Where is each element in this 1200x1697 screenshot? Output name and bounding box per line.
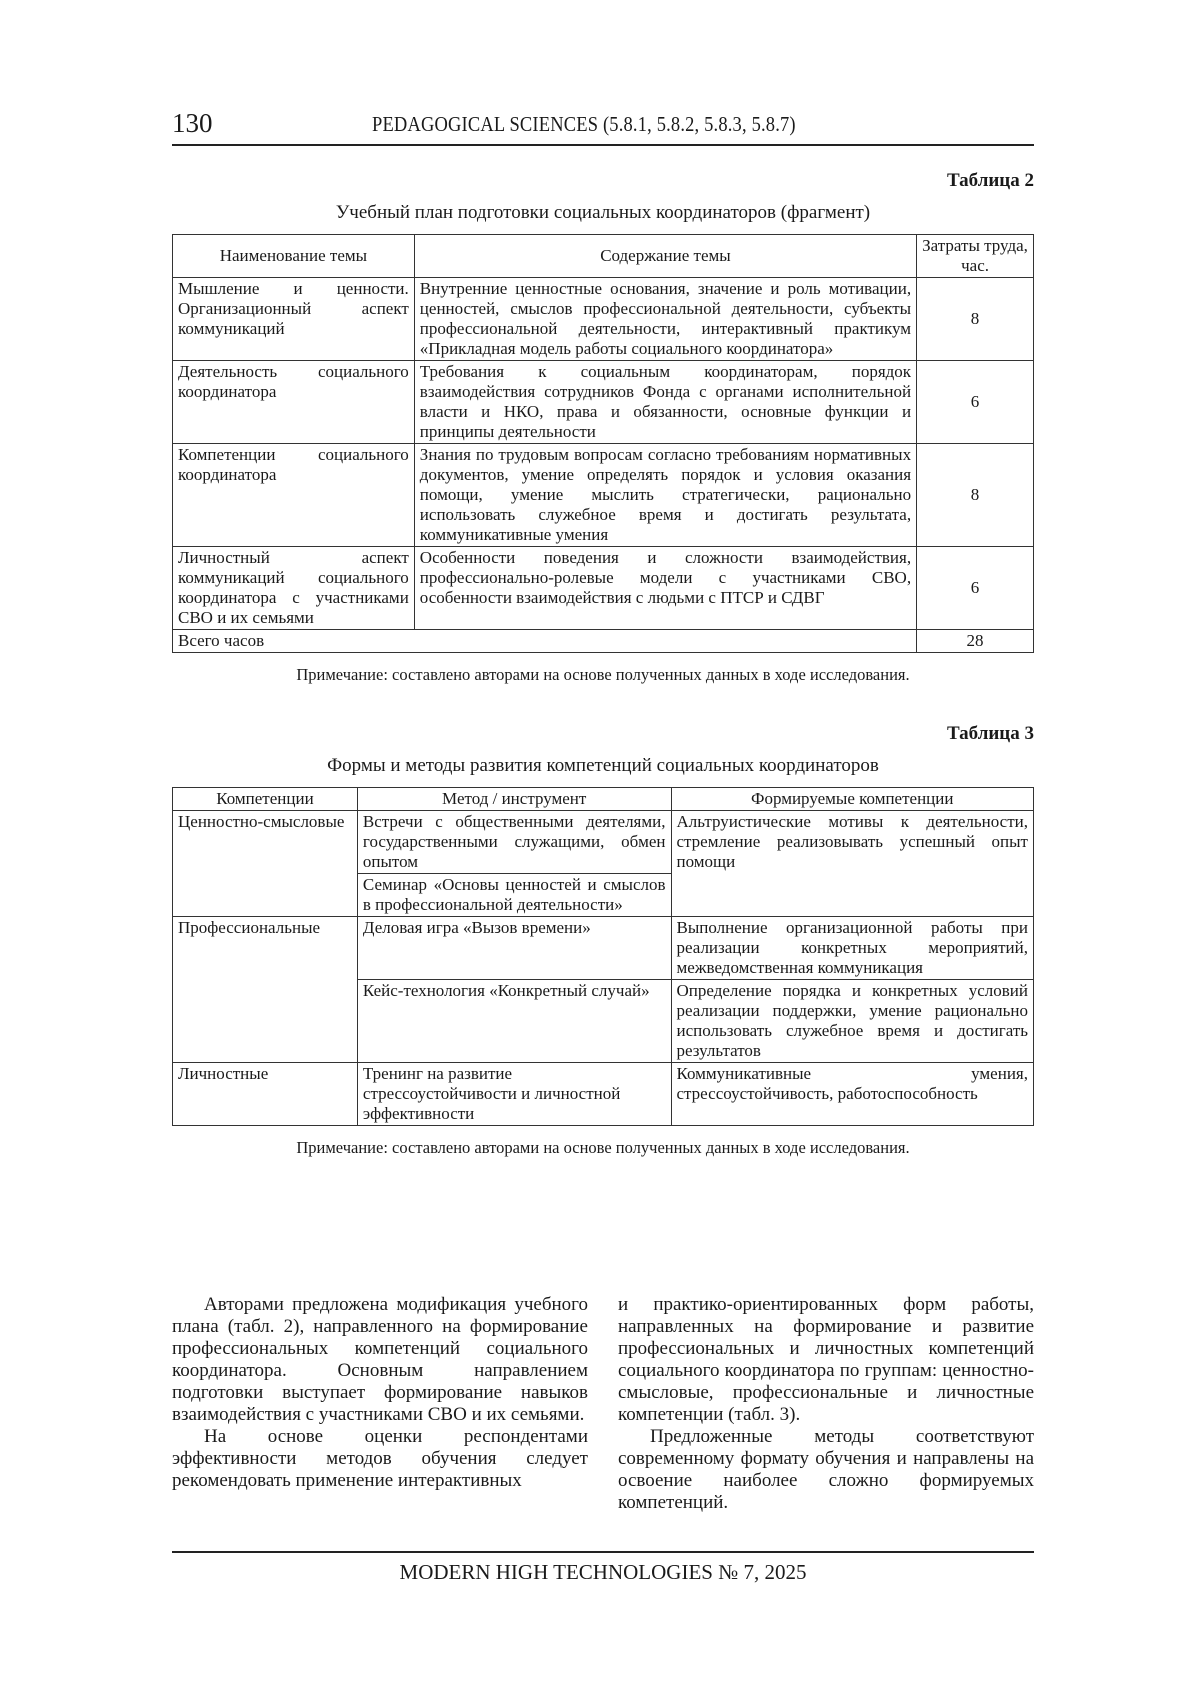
table2-title: Учебный план подготовки социальных координаторов (фрагмент) (335, 202, 871, 223)
table-row (173, 278, 1034, 361)
paragraph: Предложенные методы соответствуют современному формату обучения и направлены на освоение наиболее сложно формируемых компетенций. (618, 1426, 1034, 1513)
formed-cell: Коммуникативные умения, стрессоустойчивость, работоспособность (671, 1063, 1034, 1126)
competence-cell: Ценностно-смысловые (173, 811, 358, 917)
table2-total-row (173, 630, 1034, 653)
topic-cell: Деятельность социального координатора (173, 361, 415, 444)
left-column (172, 1294, 588, 1514)
formed-cell: Определение порядка и конкретных условий реализации поддержки, умение рационально использовать служебное время и достигать результатов (671, 980, 1034, 1063)
method-cell: Деловая игра «Вызов времени» (357, 917, 671, 980)
content-cell: Внутренние ценностные основания, значение и роль мотивации, ценностей, смыслов профессиональной деятельности, субъекты профессиональной деятельности, интерактивный практикум «Прикладная модель работы социального координатора» (414, 278, 916, 361)
topic-cell: Мышление и ценности. Организационный аспект коммуникаций (173, 278, 415, 361)
running-title: PEDAGOGICAL SCIENCES (5.8.1, 5.8.2, 5.8.3, 5.8.7) (372, 112, 796, 136)
paragraph: и практико-ориентированных форм работы, направленных на формирование и развитие профессиональных и личностных компетенций социального координатора по группам: ценностно-смысловые, профессиональные и личностные компетенции (табл. 3). (618, 1294, 1034, 1425)
table-row (173, 1063, 1034, 1126)
table3-header-competence: Компетенции (173, 788, 358, 811)
method-cell: Встречи с общественными деятелями, государственными служащими, обмен опытом (357, 811, 671, 874)
table-row (173, 444, 1034, 547)
topic-cell: Компетенции социального координатора (173, 444, 415, 547)
content-cell: Особенности поведения и сложности взаимодействия, профессионально-ролевые модели с участниками СВО, особенности взаимодействия с людьми с ПТСР и СДВГ (414, 547, 916, 630)
page-content (172, 100, 1034, 1158)
table3-header-formed: Формируемые компетенции (671, 788, 1034, 811)
page-header (172, 100, 1034, 146)
method-cell: Тренинг на развитие стрессоустойчивости и личностной эффективности (357, 1063, 671, 1126)
total-hours: 28 (917, 630, 1034, 653)
formed-cell: Альтруистические мотивы к деятельности, стремление реализовывать успешный опыт помощи (671, 811, 1034, 917)
method-cell: Семинар «Основы ценностей и смыслов в профессиональной деятельности» (357, 874, 671, 917)
journal-footer: MODERN HIGH TECHNOLOGIES № 7, 2025 (399, 1560, 807, 1584)
table2-note: Примечание: составлено авторами на основе полученных данных в ходе исследования. (296, 665, 910, 684)
method-cell: Кейс-технология «Конкретный случай» (357, 980, 671, 1063)
footer-rule (172, 1551, 1034, 1553)
competence-cell: Личностные (173, 1063, 358, 1126)
hours-cell: 8 (917, 278, 1034, 361)
formed-cell: Выполнение организационной работы при реализации конкретных мероприятий, межведомственная коммуникация (671, 917, 1034, 980)
table2-header-topic: Наименование темы (173, 235, 415, 278)
paragraph: Авторами предложена модификация учебного плана (табл. 2), направленного на формирование профессиональных компетенций социального координатора. Основным направлением подготовки выступает формирование навыков взаимодействия с участниками СВО и их семьями. (172, 1294, 588, 1425)
table3-header-row (173, 788, 1034, 811)
table-row (173, 917, 1034, 980)
table-row (173, 547, 1034, 630)
hours-cell: 6 (917, 361, 1034, 444)
body-text (172, 1294, 1034, 1514)
table2-header-content: Содержание темы (414, 235, 916, 278)
content-cell: Знания по трудовым вопросам согласно требованиям нормативных документов, умение определять порядок и условия оказания помощи, умение мыслить стратегически, рационально использовать служебное время и достигать результата, коммуникативные умения (414, 444, 916, 547)
right-column (618, 1294, 1034, 1514)
table3-title: Формы и методы развития компетенций социальных координаторов (327, 755, 879, 776)
table3-label: Таблица 3 (946, 723, 1034, 744)
total-label: Всего часов (173, 630, 917, 653)
table-row (173, 361, 1034, 444)
hours-cell: 8 (917, 444, 1034, 547)
table2-header-hours: Затраты труда, час. (917, 235, 1034, 278)
hours-cell: 6 (917, 547, 1034, 630)
table2-label: Таблица 2 (946, 170, 1034, 191)
paragraph: На основе оценки респондентами эффективности методов обучения следует рекомендовать применение интерактивных (172, 1426, 588, 1491)
competence-cell: Профессиональные (173, 917, 358, 1063)
table2 (172, 234, 1034, 653)
table3-note: Примечание: составлено авторами на основе полученных данных в ходе исследования. (296, 1138, 910, 1157)
topic-cell: Личностный аспект коммуникаций социального координатора с участниками СВО и их семьями (173, 547, 415, 630)
table-row (173, 811, 1034, 874)
table3 (172, 787, 1034, 1126)
table3-header-method: Метод / инструмент (357, 788, 671, 811)
table2-header-row (173, 235, 1034, 278)
page-number: 130 (172, 108, 213, 138)
content-cell: Требования к социальным координаторам, порядок взаимодействия сотрудников Фонда с органами исполнительной власти и НКО, права и обязанности, основные функции и принципы деятельности (414, 361, 916, 444)
